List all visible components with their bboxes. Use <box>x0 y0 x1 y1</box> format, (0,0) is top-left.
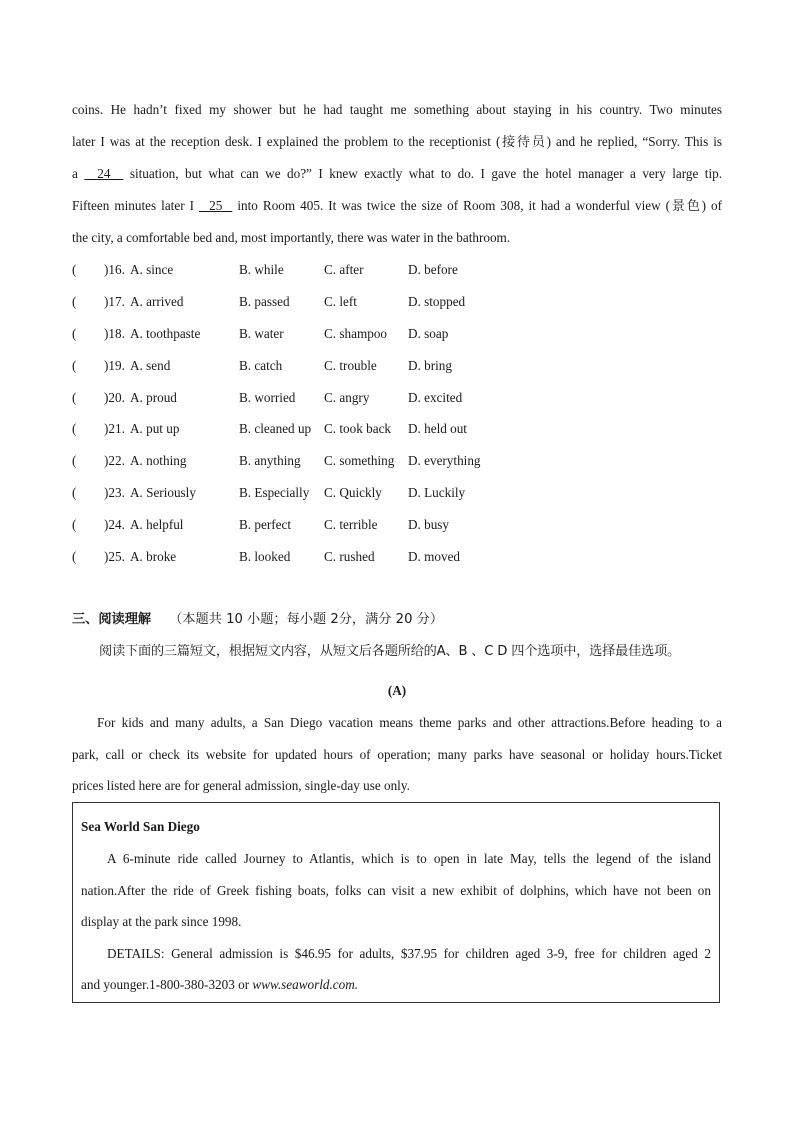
question-row <box>72 509 722 541</box>
passage-line-3-pre: a <box>72 166 78 181</box>
question-number: )17. <box>104 293 125 309</box>
box-p1-line-1 <box>81 843 711 875</box>
option-c: C. trouble <box>324 357 377 373</box>
option-a: A. send <box>130 357 171 373</box>
question-number: )18. <box>104 325 125 341</box>
box-p2-line-2-text: and younger.1-800-380-3203 or <box>81 977 253 992</box>
option-d: D. everything <box>408 453 481 469</box>
question-row <box>72 254 722 286</box>
option-b: B. while <box>239 262 284 277</box>
option-c: C. took back <box>324 421 392 437</box>
box-p1-line-1-text: A 6-minute ride called Journey to Atlantis, which is to open in late May, tells the legend of the island <box>107 851 711 866</box>
question-row <box>72 286 722 318</box>
answer-paren: ( <box>72 549 77 565</box>
seaworld-info-box <box>72 802 720 1003</box>
question-row <box>72 445 722 477</box>
question-row <box>72 382 722 414</box>
question-list <box>72 254 722 573</box>
option-d: D. excited <box>408 389 463 405</box>
question-row <box>72 350 722 382</box>
section-score-note: （本题共 10 小题；每小题 2分，满分 20 分） <box>169 612 444 627</box>
passage-line-2: later I was at the reception desk. I explained the problem to the receptionist (接待员) and he replied, “Sorry. This is <box>72 134 722 149</box>
passage-line-3 <box>72 158 722 190</box>
answer-paren: ( <box>72 517 77 533</box>
option-c: C. Quickly <box>324 485 382 501</box>
answer-paren: ( <box>72 293 77 309</box>
option-b: B. passed <box>239 293 290 309</box>
answer-paren: ( <box>72 325 77 341</box>
option-c: C. shampoo <box>324 325 388 341</box>
option-a: A. broke <box>130 549 177 565</box>
answer-paren: ( <box>72 389 77 405</box>
option-c: C. angry <box>324 389 370 405</box>
question-row <box>72 413 722 445</box>
box-p2-line-1 <box>81 938 711 970</box>
blank-25: 25 <box>199 198 233 213</box>
answer-paren: ( <box>72 485 77 501</box>
passage-line-4-pre: Fifteen minutes later I <box>72 198 195 213</box>
blank-24: 24 <box>84 166 124 181</box>
question-row <box>72 477 722 509</box>
box-p2-line-1-text: DETAILS: General admission is $46.95 for adults, $37.95 for children aged 3-9, free for children aged 2 <box>107 945 711 961</box>
answer-paren: ( <box>72 357 77 373</box>
question-row <box>72 541 722 573</box>
passage-line-3-post: situation, but what can we do?” I knew exactly what to do. I gave the hotel manager a very large tip. <box>129 166 723 181</box>
answer-paren: ( <box>72 453 77 469</box>
option-b: B. cleaned up <box>239 421 312 437</box>
intro-line-2: park, call or check its website for updated hours of operation; many parks have seasonal or holiday hours.Ticket <box>72 746 722 762</box>
option-d: D. bring <box>408 357 452 373</box>
section-instruction: 阅读下面的三篇短文，根据短文内容，从短文后各题所给的A、B 、C D 四个选项中，选择最佳选项。 <box>99 644 681 659</box>
box-title: Sea World San Diego <box>81 819 200 834</box>
option-a: A. helpful <box>130 517 184 533</box>
option-b: B. water <box>239 325 284 341</box>
option-c: C. something <box>324 453 395 469</box>
question-row <box>72 318 722 350</box>
passage-line-4-post: into Room 405. It was twice the size of Room 308, it had a wonderful view (景色) of <box>237 198 723 213</box>
option-b: B. perfect <box>239 517 291 533</box>
question-number: )16. <box>104 262 125 277</box>
section-heading <box>72 606 443 634</box>
option-b: B. catch <box>239 357 283 373</box>
answer-paren: ( <box>72 421 77 437</box>
intro-line-3: prices listed here are for general admission, single-day use only. <box>72 778 410 794</box>
option-d: D. held out <box>408 421 467 437</box>
box-p1-line-2: nation.After the ride of Greek fishing boats, folks can visit a new exhibit of dolphins, which have not been on <box>81 882 711 898</box>
option-d: D. before <box>408 262 458 277</box>
option-a: A. arrived <box>130 293 184 309</box>
option-c: C. left <box>324 293 357 309</box>
option-b: B. anything <box>239 453 301 469</box>
answer-paren: ( <box>72 262 77 277</box>
option-b: B. looked <box>239 549 291 565</box>
box-p1-line-3: display at the park since 1998. <box>81 914 242 929</box>
question-number: )22. <box>104 453 125 469</box>
passage-a-intro <box>72 707 722 802</box>
option-a: A. since <box>130 262 174 277</box>
passage-line-4 <box>72 190 722 222</box>
option-d: D. soap <box>408 325 449 341</box>
option-d: D. stopped <box>408 293 466 309</box>
option-d: D. Luckily <box>408 485 466 501</box>
passage-line-1: coins. He hadn’t fixed my shower but he had taught me something about staying in his country. Two minutes <box>72 102 722 117</box>
cloze-passage <box>72 94 722 573</box>
question-number: )19. <box>104 357 125 373</box>
intro-line-1: For kids and many adults, a San Diego vacation means theme parks and other attractions.Before heading to a <box>72 715 722 730</box>
seaworld-website-link[interactable]: www.seaworld.com. <box>252 977 359 992</box>
option-a: A. put up <box>130 421 180 437</box>
passage-line-5: the city, a comfortable bed and, most importantly, there was water in the bathroom. <box>72 230 511 245</box>
option-a: A. nothing <box>130 453 187 469</box>
option-c: C. terrible <box>324 517 378 533</box>
passage-a-label: (A) <box>387 683 407 698</box>
question-number: )23. <box>104 485 125 501</box>
option-a: A. Seriously <box>130 485 196 501</box>
option-d: D. busy <box>408 517 450 533</box>
option-a: A. proud <box>130 389 177 405</box>
option-b: B. worried <box>239 389 296 405</box>
option-c: C. rushed <box>324 549 375 565</box>
question-number: )25. <box>104 549 125 565</box>
option-a: A. toothpaste <box>130 325 201 341</box>
option-b: B. Especially <box>239 485 310 501</box>
section-title: 三、阅读理解 <box>72 612 152 627</box>
option-c: C. after <box>324 262 364 277</box>
question-number: )21. <box>104 421 125 437</box>
question-number: )24. <box>104 517 125 533</box>
box-p2-line-2 <box>81 969 711 1001</box>
question-number: )20. <box>104 389 125 405</box>
option-d: D. moved <box>408 549 461 565</box>
